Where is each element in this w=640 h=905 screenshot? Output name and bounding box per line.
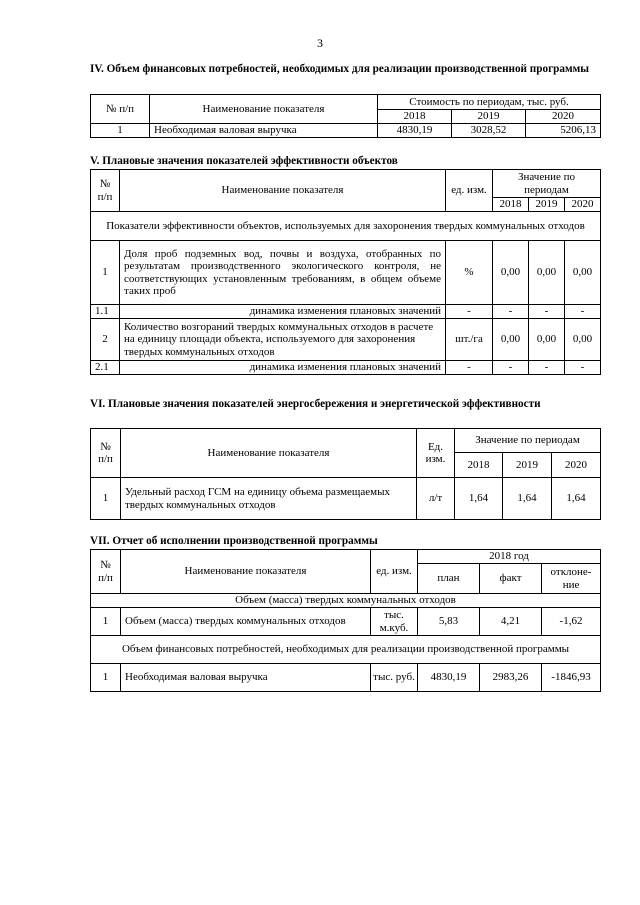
col-num-header: № п/п <box>91 550 121 594</box>
row-name: Объем (масса) твердых коммунальных отходов <box>121 608 371 636</box>
row-value: 0,00 <box>565 319 601 361</box>
section-5-heading: V. Плановые значения показателей эффективности объектов <box>90 155 398 167</box>
row-name: динамика изменения плановых значений <box>120 361 446 375</box>
row-num: 2.1 <box>91 361 120 375</box>
year-header: 2019 <box>503 453 552 478</box>
row-plan: 5,83 <box>418 608 480 636</box>
year-header: 2018 <box>455 453 503 478</box>
row-num: 1 <box>91 124 150 138</box>
row-value: 5206,13 <box>526 124 601 138</box>
row-unit: - <box>446 361 493 375</box>
col-name-header: Наименование показателя <box>150 95 378 124</box>
col-num-header: № п/п <box>91 95 150 124</box>
col-year-header: 2018 год <box>418 550 601 564</box>
row-value: - <box>565 305 601 319</box>
table-row <box>91 478 601 520</box>
row-value: 1,64 <box>552 478 601 520</box>
table-row <box>91 664 601 692</box>
row-value: 0,00 <box>493 319 529 361</box>
year-header: 2020 <box>565 198 601 212</box>
col-value-header: Значение по периодам <box>493 170 601 198</box>
table-row <box>91 241 601 305</box>
row-value: - <box>529 305 565 319</box>
col-unit-header: ед. изм. <box>446 170 493 212</box>
col-num-header: № п/п <box>91 429 121 478</box>
row-fact: 4,21 <box>480 608 542 636</box>
row-plan: 4830,19 <box>418 664 480 692</box>
row-value: 1,64 <box>503 478 552 520</box>
col-deviation-header: отклоне-ние <box>542 564 601 594</box>
row-unit: шт./га <box>446 319 493 361</box>
col-fact-header: факт <box>480 564 542 594</box>
row-value: 0,00 <box>565 241 601 305</box>
table-row <box>91 608 601 636</box>
row-unit: л/т <box>417 478 455 520</box>
section-7-heading: VII. Отчет об исполнении производственной программы <box>90 535 378 547</box>
table-row <box>91 124 601 138</box>
row-deviation: -1,62 <box>542 608 601 636</box>
year-header: 2020 <box>526 110 601 124</box>
row-unit: тыс. м.куб. <box>371 608 418 636</box>
col-name-header: Наименование показателя <box>121 550 371 594</box>
group-title: Объем финансовых потребностей, необходимых для реализации производственной программы <box>91 636 601 664</box>
col-unit-header: Ед. изм. <box>417 429 455 478</box>
section-6-table <box>90 428 601 520</box>
col-name-header: Наименование показателя <box>120 170 446 212</box>
row-value: 0,00 <box>529 319 565 361</box>
row-unit: % <box>446 241 493 305</box>
row-num: 1 <box>91 241 120 305</box>
row-num: 1 <box>91 664 121 692</box>
col-value-header: Значение по периодам <box>455 429 601 453</box>
row-num: 2 <box>91 319 120 361</box>
section-7-table <box>90 549 601 692</box>
year-header: 2018 <box>493 198 529 212</box>
year-header: 2020 <box>552 453 601 478</box>
year-header: 2019 <box>452 110 526 124</box>
row-name: динамика изменения плановых значений <box>120 305 446 319</box>
section-4-heading: IV. Объем финансовых потребностей, необходимых для реализации производственной программы <box>90 63 589 75</box>
col-num-header: № п/п <box>91 170 120 212</box>
row-name: Удельный расход ГСМ на единицу объема размещаемых твердых коммунальных отходов <box>121 478 417 520</box>
row-value: - <box>493 361 529 375</box>
col-plan-header: план <box>418 564 480 594</box>
col-name-header: Наименование показателя <box>121 429 417 478</box>
row-name: Доля проб подземных вод, почвы и воздуха, отобранных по результатам производственного экологического контроля, не соответствующих установленным требованиям, в общем объеме таких проб <box>120 241 446 305</box>
row-value: 1,64 <box>455 478 503 520</box>
year-header: 2018 <box>378 110 452 124</box>
table-row <box>91 361 601 375</box>
row-value: 0,00 <box>529 241 565 305</box>
row-fact: 2983,26 <box>480 664 542 692</box>
row-value: 3028,52 <box>452 124 526 138</box>
row-value: - <box>565 361 601 375</box>
table-row <box>91 319 601 361</box>
row-value: 4830,19 <box>378 124 452 138</box>
section-4-table <box>90 94 601 138</box>
col-unit-header: ед. изм. <box>371 550 418 594</box>
row-num: 1 <box>91 478 121 520</box>
row-num: 1 <box>91 608 121 636</box>
table-row <box>91 305 601 319</box>
col-cost-header: Стоимость по периодам, тыс. руб. <box>378 95 601 110</box>
year-header: 2019 <box>529 198 565 212</box>
group-title: Объем (масса) твердых коммунальных отходов <box>91 594 601 608</box>
row-value: - <box>493 305 529 319</box>
row-value: 0,00 <box>493 241 529 305</box>
section-6-heading: VI. Плановые значения показателей энергосбережения и энергетической эффективности <box>90 398 541 410</box>
page-number: 3 <box>317 36 323 50</box>
row-name: Необходимая валовая выручка <box>150 124 378 138</box>
row-value: - <box>529 361 565 375</box>
section-5-table <box>90 169 601 375</box>
row-num: 1.1 <box>91 305 120 319</box>
row-name: Необходимая валовая выручка <box>121 664 371 692</box>
row-deviation: -1846,93 <box>542 664 601 692</box>
row-unit: тыс. руб. <box>371 664 418 692</box>
group-title: Показатели эффективности объектов, используемых для захоронения твердых коммунальных отходов <box>91 212 601 241</box>
row-name: Количество возгораний твердых коммунальных отходов в расчете на единицу площади объекта, используемого для захоронения твердых коммунальных отходов <box>120 319 446 361</box>
row-unit: - <box>446 305 493 319</box>
